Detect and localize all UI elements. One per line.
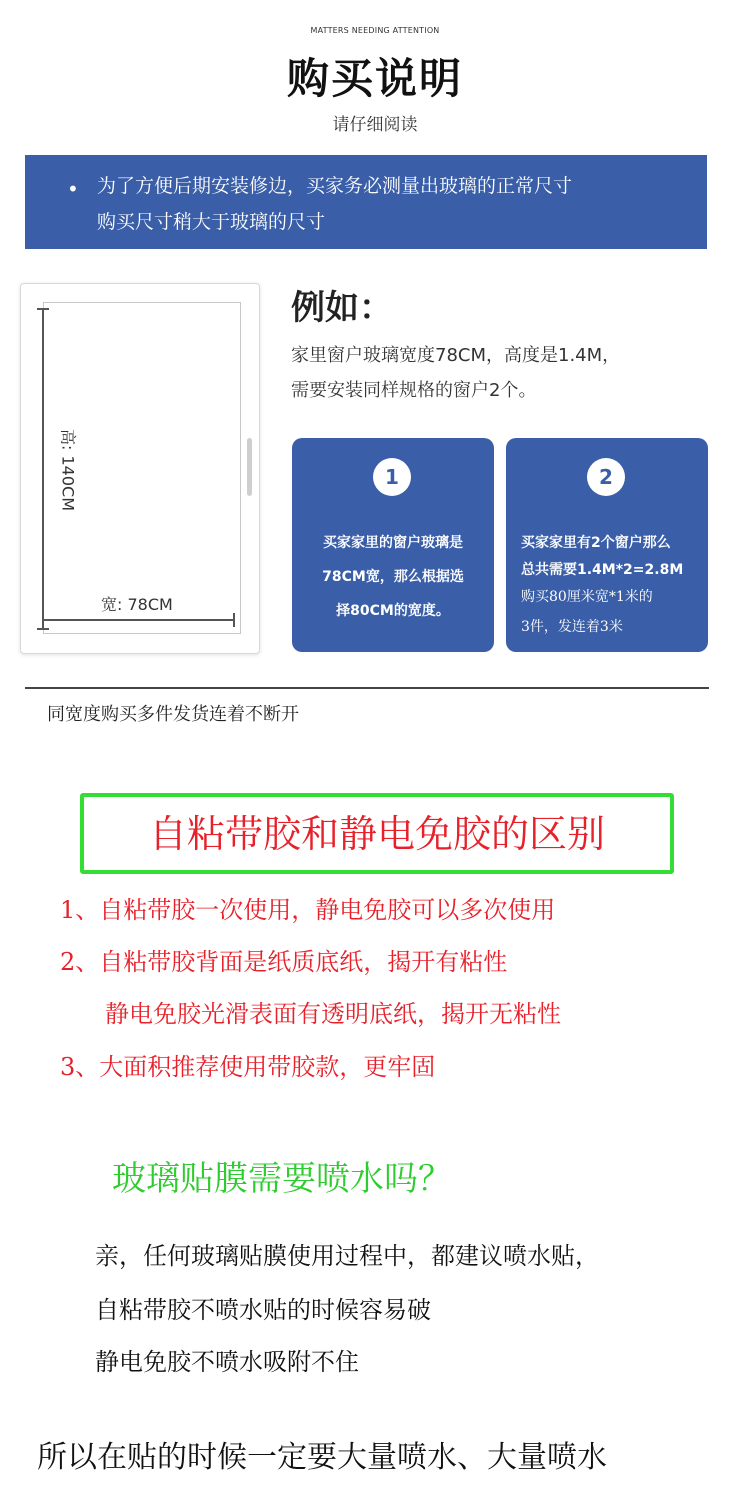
shipping-note: 同宽度购买多件发货连着不断开 [47,704,299,725]
step-number-2: 2 [587,458,625,496]
difference-item-3: 3、大面积推荐使用带胶款，更牢固 [60,1053,436,1081]
difference-item-2: 2、自粘带胶背面是纸质底纸，揭开有粘性 [60,948,508,976]
difference-heading: 自粘带胶和静电免胶的区别 [148,812,605,856]
height-measure-line [42,309,44,629]
banner-line-2: 购买尺寸稍大于玻璃的尺寸 [97,211,326,233]
example-title: 例如： [291,288,393,328]
water-line-3: 静电免胶不喷水吸附不住 [95,1348,359,1376]
eyebrow-text: MATTERS NEEDING ATTENTION [310,26,440,35]
banner-line-1: 为了方便后期安装修边，买家务必测量出玻璃的正常尺寸 [97,175,573,197]
water-question: 玻璃贴膜需要喷水吗？ [112,1159,452,1199]
instruction-banner [25,155,707,249]
step-2-line-3: 购买80厘米宽*1米的 [521,589,653,605]
example-line-2: 需要安装同样规格的窗户2个。 [291,380,537,401]
water-line-2: 自粘带胶不喷水贴的时候容易破 [95,1296,431,1324]
step-card-1 [292,438,494,652]
bullet-icon: • [67,177,79,201]
step-2-line-2: 总共需要1.4M*2=2.8M [521,562,684,578]
step-2-line-4: 3件，发连着3米 [521,619,623,635]
step-1-line-1: 买家家里的窗户玻璃是 [323,535,463,551]
step-card-2 [506,438,708,652]
section-divider [25,687,709,689]
page-title: 购买说明 [286,54,463,103]
difference-item-1: 1、自粘带胶一次使用，静电免胶可以多次使用 [60,896,556,924]
height-measure-cap-bottom [37,628,49,630]
page-subtitle: 请仔细阅读 [332,115,418,135]
width-measure-line [42,619,234,621]
step-1-line-3: 择80CM的宽度。 [336,603,450,619]
width-measure-cap-right [233,613,235,627]
step-1-line-2: 78CM宽，那么根据选 [322,569,464,585]
width-label: 宽: 78CM [101,595,173,614]
step-number-1: 1 [373,458,411,496]
step-2-line-1: 买家家里有2个窗户那么 [521,535,671,551]
water-conclusion: 所以在贴的时候一定要大量喷水、大量喷水 [37,1440,607,1475]
height-measure-cap-top [37,308,49,310]
difference-item-2-cont: 静电免胶光滑表面有透明底纸，揭开无粘性 [105,1000,561,1028]
example-line-1: 家里窗户玻璃宽度78CM，高度是1.4M， [291,345,621,366]
card-scroll-indicator [247,438,252,496]
height-label: 高: 140CM [58,429,78,511]
water-line-1: 亲，任何玻璃贴膜使用过程中，都建议喷水贴， [95,1242,599,1270]
